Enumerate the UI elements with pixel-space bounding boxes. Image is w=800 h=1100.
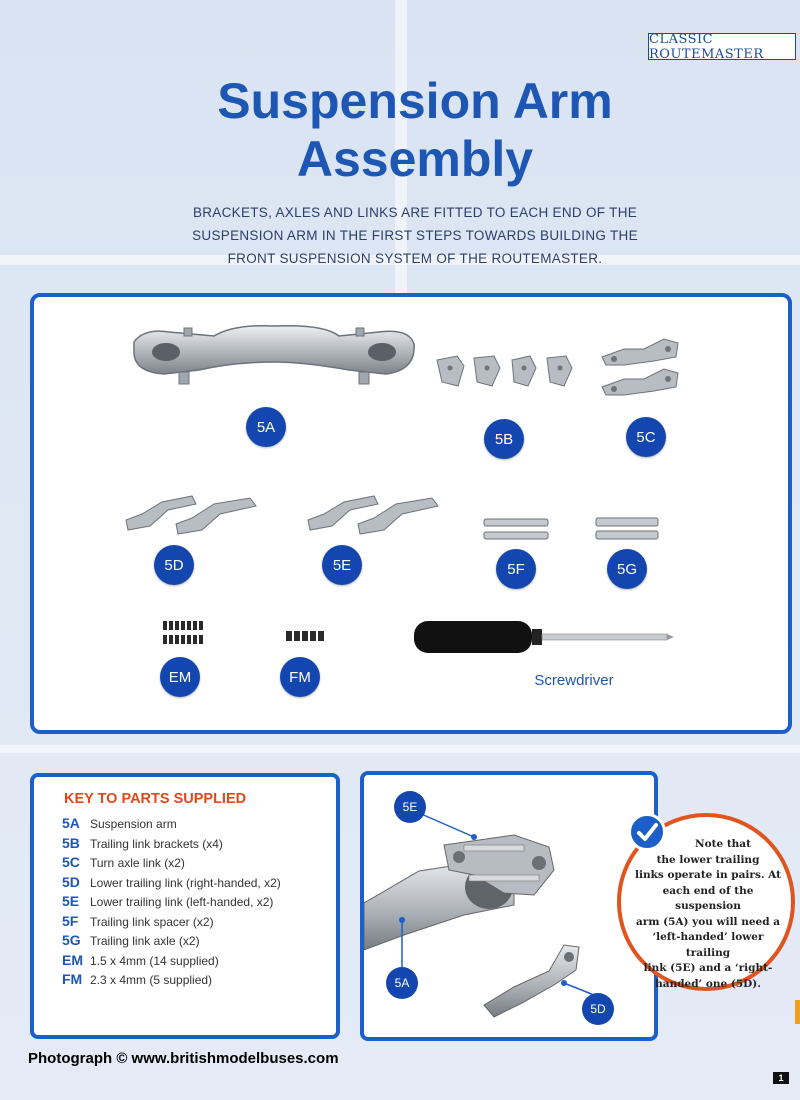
em-screws-image: [161, 619, 211, 649]
part-badge-fm: FM: [280, 657, 320, 697]
fm-screws-image: [284, 629, 329, 645]
part-badge-5c: 5C: [626, 417, 666, 457]
key-code: 5D: [62, 873, 80, 890]
part-badge-5a: 5A: [246, 407, 286, 447]
key-code: EM: [62, 951, 83, 968]
key-desc: 1.5 x 4mm (14 supplied): [90, 953, 219, 968]
intro-line: BRACKETS, AXLES AND LINKS ARE FITTED TO EACH END OF THE: [192, 205, 638, 220]
title-line-1: Suspension Arm: [217, 73, 613, 129]
lower-trailing-link-right-image: [122, 492, 272, 537]
part-badge-5f: 5F: [496, 549, 536, 589]
key-code: 5B: [62, 834, 80, 851]
note-line: link (5E) and a ‘right-: [643, 962, 773, 974]
note-line: ‘left-handed’ lower trailing: [652, 931, 764, 959]
key-row: [62, 874, 281, 894]
checkmark-icon: [628, 813, 666, 851]
screwdriver-label: Screwdriver: [534, 672, 614, 689]
trailing-link-brackets-image: [432, 352, 582, 392]
part-badge-5g: 5G: [607, 549, 647, 589]
note-line: the lower trailing: [656, 853, 760, 866]
photo-credit: Photograph © www.britishmodelbuses.com: [28, 1050, 339, 1067]
screwdriver-image: [412, 617, 677, 657]
photo-label-5d: 5D: [582, 993, 614, 1025]
key-row: [62, 815, 281, 835]
page-edge-tab: [795, 1000, 800, 1024]
lower-trailing-link-left-image: [304, 492, 454, 537]
part-badge-5b: 5B: [484, 419, 524, 459]
intro-line: SUSPENSION ARM IN THE FIRST STEPS TOWARDS BUILDING THE: [192, 228, 638, 243]
note-line: arm (5A) you will need a: [636, 915, 780, 928]
trailing-link-axle-image: [594, 515, 664, 543]
key-code: 5G: [62, 932, 81, 948]
key-panel: [30, 773, 340, 1039]
note-line: each end of the suspension: [662, 884, 754, 912]
key-desc: Lower trailing link (left-handed, x2): [90, 895, 274, 909]
key-row: [62, 893, 281, 913]
key-heading: KEY TO PARTS SUPPLIED: [64, 791, 247, 807]
assembly-photo-panel: [360, 771, 658, 1041]
suspension-arm-image: [124, 322, 424, 402]
key-desc: Lower trailing link (right-handed, x2): [90, 875, 281, 890]
key-row: [62, 971, 281, 991]
key-code: 5A: [62, 815, 80, 831]
key-desc: Trailing link axle (x2): [90, 934, 200, 948]
note-line: Note that: [695, 838, 751, 850]
key-row: [62, 952, 281, 972]
page-number: 1: [773, 1072, 789, 1084]
intro-line: FRONT SUSPENSION SYSTEM OF THE ROUTEMASTER.: [227, 251, 603, 266]
trailing-link-spacer-image: [482, 517, 552, 543]
photo-label-5e: 5E: [394, 791, 426, 823]
key-desc: Trailing link brackets (x4): [90, 836, 223, 851]
note-text: [633, 837, 783, 992]
key-code: 5F: [62, 912, 79, 929]
key-code: 5C: [62, 854, 80, 870]
key-code: 5E: [62, 893, 80, 909]
part-badge-em: EM: [160, 657, 200, 697]
part-badge-5e: 5E: [322, 545, 362, 585]
key-row: [62, 854, 281, 874]
series-tag: CLASSIC ROUTEMASTER: [648, 33, 796, 60]
background-stripe: [0, 745, 800, 753]
intro-text: [150, 201, 680, 270]
key-list: [62, 815, 281, 991]
note-line: handed’ one (5D).: [655, 977, 761, 990]
photo-label-5a: 5A: [386, 967, 418, 999]
key-desc: Trailing link spacer (x2): [90, 914, 214, 929]
key-desc: Suspension arm: [90, 817, 177, 831]
key-row: [62, 913, 281, 933]
key-row: [62, 835, 281, 855]
key-code: FM: [62, 971, 83, 987]
note-line: links operate in pairs. At: [635, 869, 781, 881]
part-badge-5d: 5D: [154, 545, 194, 585]
title-line-2: Assembly: [296, 131, 534, 187]
key-desc: 2.3 x 4mm (5 supplied): [90, 973, 213, 987]
page-title: [150, 72, 680, 188]
key-row: [62, 932, 281, 952]
parts-panel: [30, 293, 792, 734]
turn-axle-link-image: [594, 327, 684, 412]
key-desc: Turn axle link (x2): [90, 856, 185, 870]
